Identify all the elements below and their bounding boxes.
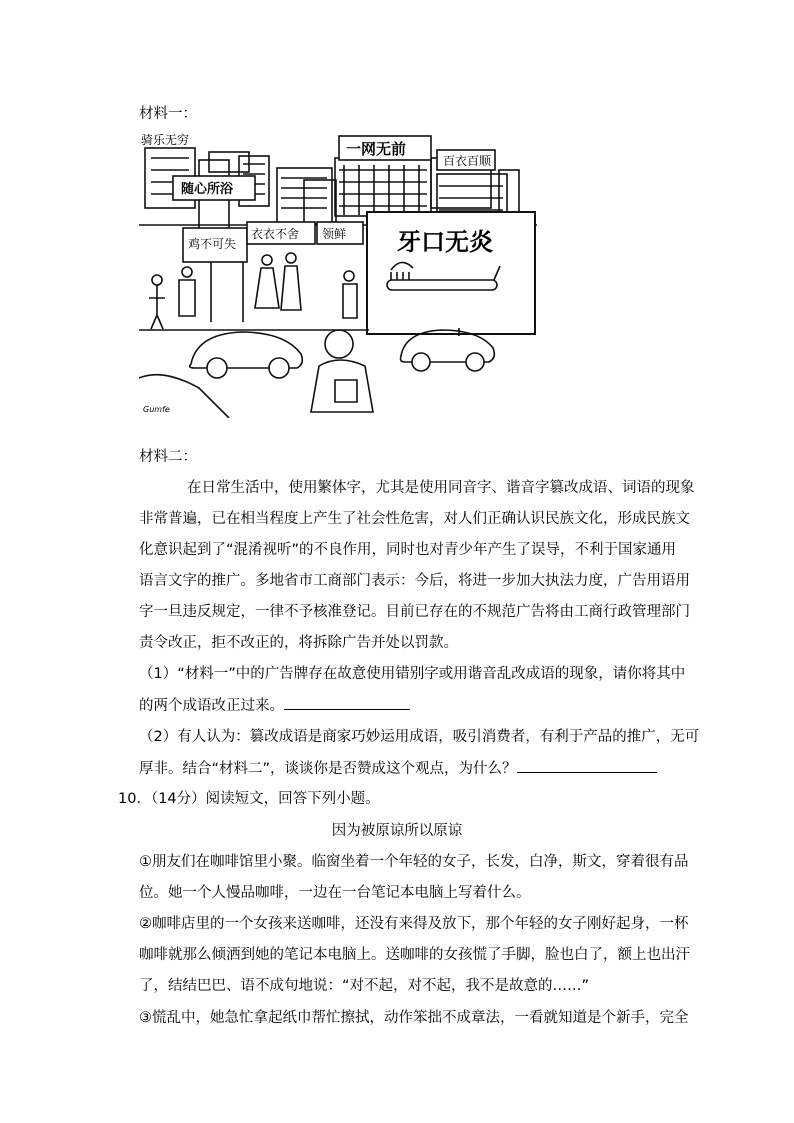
artist-signature: Gumfe: [143, 405, 170, 414]
question-1-line-2: [139, 695, 410, 716]
question-2-line-1: （2）有人认为：篡改成语是商家巧妙运用成语，吸引消费者，有利于产品的推广，无可: [139, 729, 700, 745]
svg-text:随心所浴: 随心所浴: [181, 182, 234, 197]
story-title: 因为被原谅所以原谅: [331, 823, 463, 839]
material2-line-5: 字一旦违反规定，一律不予核准登记。目前已存在的不规范广告将由工商行政管理部门: [139, 604, 690, 620]
sign-jibukeshi: [183, 228, 247, 262]
answer-blank-1[interactable]: [284, 695, 410, 710]
sign-baiyi: [437, 150, 495, 170]
svg-text:衣衣不舍: 衣衣不舍: [251, 227, 300, 241]
story-line-5: 了，结结巴巴、语不成句地说：“对不起，对不起，我不是故意的……”: [139, 978, 590, 994]
cartoon-illustration: [139, 130, 537, 418]
story-line-1: ①朋友们在咖啡馆里小聚。临窗坐着一个年轻的女子，长发，白净，斯文，穿着很有品: [139, 854, 689, 870]
answer-blank-2[interactable]: [517, 758, 657, 773]
story-line-3: ②咖啡店里的一个女孩来送咖啡，还没有来得及放下，那个年轻的女子刚好起身，一杯: [139, 916, 689, 932]
sign-suixin: [173, 176, 255, 200]
story-line-2: 位。她一个人慢品咖啡，一边在一台笔记本电脑上写着什么。: [139, 885, 531, 901]
svg-text:一网无前: 一网无前: [346, 140, 407, 158]
material2-line-1: 在日常生活中，使用繁体字，尤其是使用同音字、谐音字篡改成语、词语的现象: [187, 480, 695, 496]
material2-line-6: 责令改正，拒不改正的，将拆除广告并处以罚款。: [139, 635, 458, 651]
question-10-heading: 10．（14分）阅读短文，回答下列小题。: [118, 791, 380, 807]
material1-label: 材料一：: [139, 106, 197, 122]
sign-yiwang: [339, 136, 431, 160]
material2-line-3: 化意识起到了“混淆视听”的不良作用，同时也对青少年产生了误导，不利于国家通用: [139, 542, 677, 558]
foreground-person: [311, 330, 373, 412]
svg-text:骑乐无穷: 骑乐无穷: [141, 133, 190, 147]
material2-label: 材料二：: [139, 449, 197, 465]
cars: [139, 330, 494, 418]
story-line-4: 咖啡就那么倾洒到她的笔记本电脑上。送咖啡的女孩慌了手脚，脸也白了，额上也出汗: [139, 947, 690, 963]
question-2-line-2: [139, 758, 657, 779]
sign-qile: [141, 132, 189, 147]
story-line-6: ③慌乱中，她急忙拿起纸巾帮忙擦拭，动作笨拙不成章法，一看就知道是个新手，完全: [139, 1010, 689, 1026]
svg-text:百衣百顺: 百衣百顺: [443, 154, 492, 168]
material2-line-2: 非常普遍，已在相当程度上产生了社会性危害，对人们正确认识民族文化，形成民族文: [139, 511, 690, 527]
material2-line-4: 语言文字的推广。多地省市工商部门表示：今后，将进一步加大执法力度，广告用语用: [139, 573, 690, 589]
question-1-line-1: （1）“材料一”中的广告牌存在故意使用错别字或用谐音乱改成语的现象，请你将其中: [139, 666, 686, 682]
question-2-text: 厚非。结合“材料二”，谈谈你是否赞成这个观点，为什么？: [139, 761, 517, 777]
sign-yiyibushe: [247, 222, 315, 244]
svg-text:鸡不可失: 鸡不可失: [188, 237, 237, 251]
question-1-text: 的两个成语改正过来。: [139, 698, 284, 714]
svg-text:领鲜: 领鲜: [322, 227, 347, 241]
svg-text:牙口无炎: 牙口无炎: [397, 228, 493, 256]
sign-lingxian: [317, 222, 363, 244]
sign-yakou-billboard: [367, 212, 535, 334]
